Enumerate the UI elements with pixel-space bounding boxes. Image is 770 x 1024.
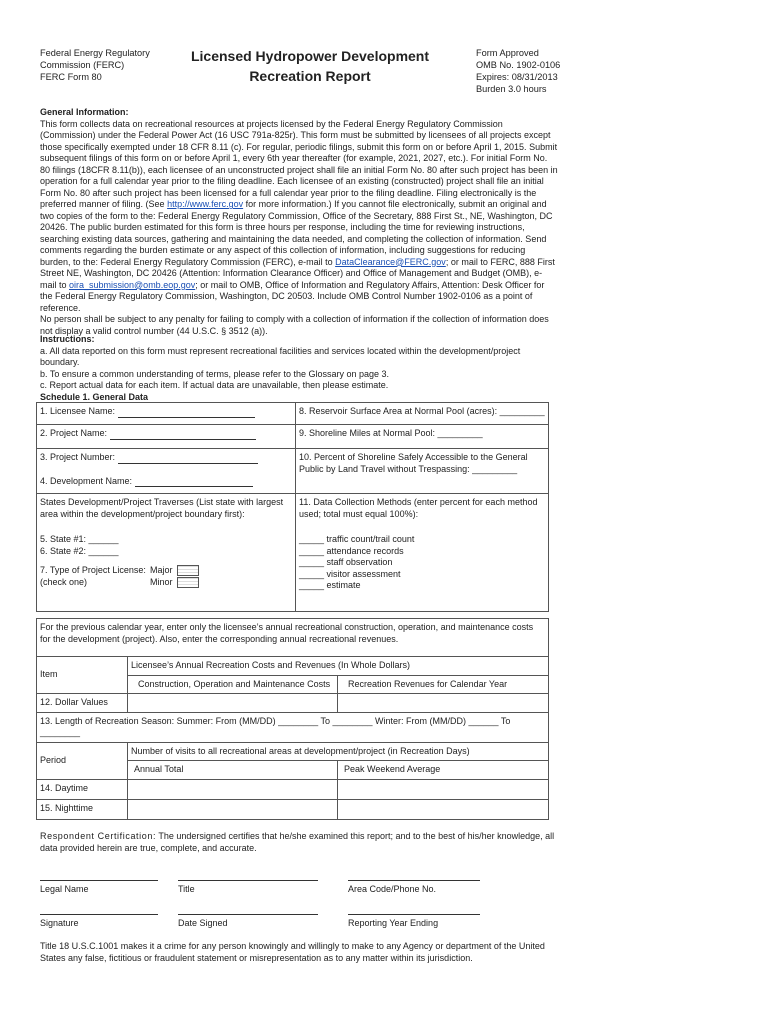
annual-total-header: Annual Total [128,761,338,780]
legal-name-label: Legal Name [40,884,89,894]
general-text-d: ; or mail to OMB, Office of Information and Regulatory Affairs, Attention: Desk Officer for the Federal Energy Regulatory Commission, Washington, DC 20503. Include OMB Control Number 1902-0106 as a point of reference. [40,279,545,313]
revenues-column-header: Recreation Revenues for Calendar Year [338,675,549,694]
form-number: FERC Form 80 [40,72,102,82]
project-name-cell[interactable] [37,425,296,449]
daytime-peak-input[interactable] [338,779,549,799]
date-signed-label: Date Signed [178,918,228,928]
development-name-field[interactable] [135,476,253,487]
costs-revenues-table [36,618,549,820]
minor-label: Minor [150,576,173,587]
costs-revenues-header: Licensee’s Annual Recreation Costs and Revenues (In Whole Dollars) [128,657,549,676]
item-header: Item [37,657,128,694]
shoreline-access-cell[interactable]: 10. Percent of Shoreline Safely Accessible to the General Public by Land Travel without Trespassing: _________ [296,449,549,494]
project-number-field[interactable] [118,453,258,464]
project-number-label: 3. Project Number: [40,452,116,462]
project-name-label: 2. Project Name: [40,428,108,438]
costs-column-header: Construction, Operation and Maintenance Costs [128,675,338,694]
reporting-year-line[interactable] [348,914,480,915]
calendar-year-note: For the previous calendar year, enter only the licensee’s annual recreational construction, operation, and maintenance costs for the development (project). Also, enter the corresponding annual recreational revenues. [37,619,549,657]
period-header: Period [37,742,128,779]
title-line2: Recreation Report [249,68,371,84]
major-label: Major [150,565,173,576]
development-name-label: 4. Development Name: [40,475,133,486]
project-number-block[interactable] [37,449,296,494]
minor-checkbox[interactable] [177,577,199,588]
certification-text: The undersigned certifies that he/she examined this report; and to the best of his/her knowledge, all data provided herein are true, complete, and accurate. [40,831,555,853]
dollar-values-label: 12. Dollar Values [37,694,128,713]
respondent-certification [40,831,558,854]
general-text-a: This form collects data on recreational resources at projects licensed by the Federal Energy Regulatory Commission (Commission) under the Federal Power Act (16 USC 791a-825r). This form must be submitted by licensees of all projects except those specifically exempted under 18 CFR 8.11 (c). For regular, periodic filings, submit this form on or before April 1, 2015. Submit subsequent filings of this form on or before April 1, every 6th year thereafter (for example, 2021, 2027, etc.). For initial Form No. 80 filings (18CFR 8.11(b)), each licensee of an unconstructed project shall file an initial Form No. 80 after such project has been in operation for a full calendar year prior to the filing deadline. Each licensee of an existing (constructed) project shall file an initial Form No. 80 after such project has been licensed for a full calendar year prior to the filing deadline. Filing electronically is the preferred manner of filing. (See [40,118,558,210]
reservoir-area-cell[interactable]: 8. Reservoir Surface Area at Normal Pool (acres): _________ [296,403,549,425]
method-visitor-assessment[interactable]: _____ visitor assessment [299,568,401,579]
schedule-heading: Schedule 1. General Data [40,392,149,402]
general-information [40,107,558,337]
check-one-label: (check one) [40,576,88,587]
omb-block [476,47,560,95]
method-traffic-count[interactable]: _____ traffic count/trail count [299,534,415,545]
form-approved: Form Approved [476,48,539,58]
title-line1: Licensed Hydropower Development [190,48,430,64]
data-collection-block [296,494,549,612]
license-type-group [40,565,292,588]
state-2-field[interactable]: 6. State #2: ______ [40,545,119,556]
method-estimate[interactable]: _____ estimate [299,580,361,591]
recreation-season-row[interactable]: 13. Length of Recreation Season: Summer: From (MM/DD) ________ To ________ Winter: From (MM/DD) ______ To ________ [37,712,549,742]
agency-block [40,47,150,83]
legal-warning: Title 18 U.S.C.1001 makes it a crime for any person knowingly and willingly to make to any Agency or department of the United States any false, fictitious or fraudulent statement or misrepresentation as to any matter within its jurisdiction. [40,941,545,963]
general-heading: General Information: [40,107,129,117]
revenues-value-input[interactable] [338,694,549,713]
burden-hours: Burden 3.0 hours [476,84,547,94]
legal-name-line[interactable] [40,880,158,881]
agency-line2: Commission (FERC) [40,60,125,70]
general-paragraph [40,119,558,315]
schedule-general-table [36,402,549,612]
states-description: States Development/Project Traverses (List state with largest area within the development/project boundary first): [40,497,284,519]
nighttime-label: 15. Nighttime [37,799,128,819]
phone-line[interactable] [348,880,480,881]
costs-value-input[interactable] [128,694,338,713]
daytime-label: 14. Daytime [37,779,128,799]
title-label: Title [178,884,195,894]
licensee-name-field[interactable] [118,407,255,418]
state-1-field[interactable]: 5. State #1: ______ [40,534,119,545]
instruction-c: c. Report actual data for each item. If actual data are unavailable, then please estimate. [40,380,389,391]
instruction-b: b. To ensure a common understanding of terms, please refer to the Glossary on page 3. [40,368,390,379]
reporting-year-label: Reporting Year Ending [348,918,439,928]
instructions-heading: Instructions: [40,334,95,344]
agency-line1: Federal Energy Regulatory [40,48,150,58]
visits-header: Number of visits to all recreational areas at development/project (in Recreation Days) [128,742,549,761]
data-collection-label: 11. Data Collection Methods (enter percent for each method used; total must equal 100%): [299,497,538,519]
signature-line[interactable] [40,914,158,915]
general-text-b: for more information.) If you cannot file electronically, submit an original and two copies of the form to the: Federal Energy Regulatory Commission, Office of the Secretary, 888 First St., NE, Washington, DC 20426. The public burden estimated for this form is three hours per response, including the time for reviewing instructions, searching existing data sources, gathering and maintaining the data needed, and completing the collection of information. Send comments regarding the burden estimate or any aspect of this collection of information, including suggestions for reducing burden, to the: Federal Energy Regulatory Commission (FERC), e-mail to [40,199,553,267]
instructions [40,334,558,392]
instruction-a: a. All data reported on this form must represent recreational facilities and services located within the development/project boundary. [40,345,521,368]
license-type-label: 7. Type of Project License: [40,565,146,576]
nighttime-annual-input[interactable] [128,799,338,819]
penalty-notice: No person shall be subject to any penalty for failing to comply with a collection of information if the collection of information does not display a valid control number (44 U.S.C. § 3512 (a)). [40,314,549,336]
daytime-annual-input[interactable] [128,779,338,799]
form-title [180,46,440,86]
general-text-c: ; or mail to FERC, 888 First Street NE, Washington, DC 20426 (Attention: Information Clearance Officer) and Office of Management and Budget (OMB), e-mail to [40,256,555,290]
peak-weekend-header: Peak Weekend Average [338,761,549,780]
ferc-website-link[interactable]: http://www.ferc.gov [167,199,244,210]
method-staff-observation[interactable]: _____ staff observation [299,557,393,568]
date-signed-line[interactable] [178,914,318,915]
licensee-name-cell[interactable] [37,403,296,425]
data-clearance-email-link[interactable]: DataClearance@FERC.gov [335,256,446,267]
nighttime-peak-input[interactable] [338,799,549,819]
major-checkbox[interactable] [177,565,199,576]
expiration-date: Expires: 08/31/2013 [476,72,558,82]
project-name-field[interactable] [110,429,256,440]
licensee-name-label: 1. Licensee Name: [40,406,116,416]
phone-label: Area Code/Phone No. [348,884,437,894]
oira-email-link[interactable]: oira_submission@omb.eop.gov [69,279,196,290]
title-line[interactable] [178,880,318,881]
omb-number: OMB No. 1902-0106 [476,60,561,70]
states-block [37,494,296,612]
certification-label: Respondent Certification: [40,831,157,841]
method-attendance-records[interactable]: _____ attendance records [299,545,404,556]
signature-label: Signature [40,918,79,928]
shoreline-miles-cell[interactable]: 9. Shoreline Miles at Normal Pool: _________ [296,425,549,449]
